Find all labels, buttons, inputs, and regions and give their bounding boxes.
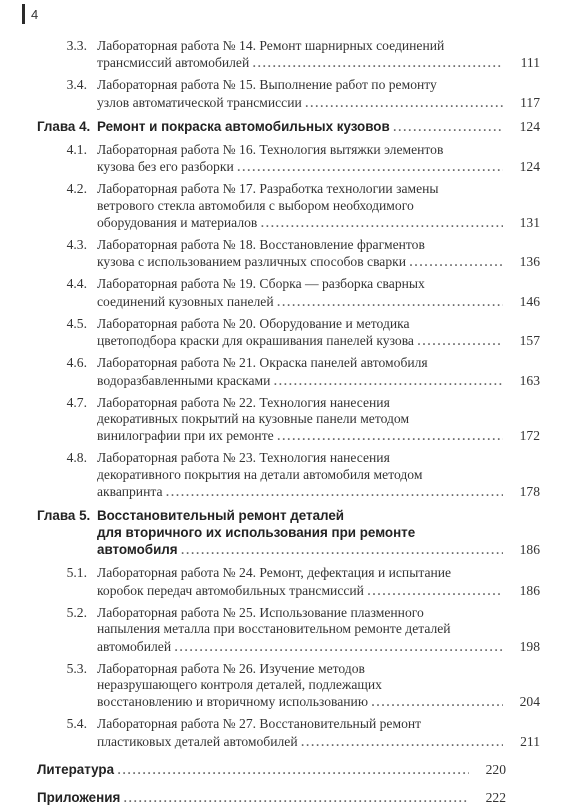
- section-number: 4.5.: [66, 315, 87, 331]
- page-number-ref[interactable]: 186: [519, 582, 540, 598]
- title-line: автомобиля: [97, 542, 178, 558]
- page-number-ref[interactable]: 136: [519, 254, 540, 270]
- toc-entry-section[interactable]: [0, 237, 579, 271]
- section-number: 4.3.: [66, 237, 87, 253]
- dot-leader: [305, 94, 503, 112]
- title-line: Лабораторная работа № 23. Технология нанесения: [97, 450, 390, 466]
- section-number: 4.7.: [66, 394, 87, 410]
- section-number: 4.8.: [66, 450, 87, 466]
- title-line: трансмиссий автомобилей: [97, 55, 250, 71]
- title-line: Лабораторная работа № 20. Оборудование и методика: [97, 315, 410, 331]
- title-line: Лабораторная работа № 14. Ремонт шарнирных соединений: [97, 38, 445, 53]
- page-header: [22, 3, 38, 25]
- title-line: автомобилей: [97, 638, 172, 654]
- dot-leader: [117, 761, 469, 779]
- title-line: восстановлению и вторичному использованию: [97, 694, 368, 710]
- title-last-line: [97, 638, 540, 656]
- page-number-ref[interactable]: 220: [485, 761, 506, 777]
- title-last-line: [0, 789, 506, 807]
- page-number-ref[interactable]: 172: [519, 428, 540, 444]
- page-number-ref[interactable]: 222: [485, 789, 506, 805]
- dot-leader: [123, 789, 469, 807]
- title-line: Лабораторная работа № 26. Изучение методов: [97, 660, 365, 676]
- title-line: Лабораторная работа № 19. Сборка — разборка сварных: [97, 276, 425, 292]
- section-number: 4.1.: [66, 141, 87, 157]
- title-line: Приложения: [37, 789, 121, 805]
- dot-leader: [277, 293, 503, 311]
- section-number: 5.3.: [66, 660, 87, 676]
- page-number-ref[interactable]: 198: [519, 638, 540, 654]
- entry-title: [97, 142, 540, 176]
- toc-entry-section[interactable]: [0, 716, 579, 750]
- dot-leader: [273, 372, 503, 390]
- title-line: Лабораторная работа № 18. Восстановление фрагментов: [97, 237, 425, 253]
- section-number: 3.4.: [66, 77, 87, 93]
- title-line: водоразбавленными красками: [97, 372, 271, 388]
- entry-title: [97, 661, 540, 712]
- dot-leader: [409, 253, 503, 271]
- dot-leader: [277, 427, 503, 445]
- toc-entry-section[interactable]: [0, 605, 579, 656]
- page-number-ref[interactable]: 163: [519, 372, 540, 388]
- page-number-ref[interactable]: 204: [519, 694, 540, 710]
- toc-entry-section[interactable]: [0, 450, 579, 501]
- dot-leader: [417, 332, 503, 350]
- title-line: Лабораторная работа № 25. Использование плазменного: [97, 604, 424, 620]
- title-last-line: [97, 118, 540, 136]
- section-number: 5.4.: [66, 716, 87, 732]
- title-line: декоративных покрытий на кузовные панели методом: [97, 411, 410, 427]
- title-last-line: [97, 293, 540, 311]
- title-line: Лабораторная работа № 17. Разработка технологии замены: [97, 181, 439, 197]
- dot-leader: [260, 214, 503, 232]
- title-line: винилографии при их ремонте: [97, 428, 274, 444]
- title-last-line: [97, 253, 540, 271]
- title-line: ветрового стекла автомобиля с выбором необходимого: [97, 197, 414, 213]
- title-line: кузова с использованием различных способов сварки: [97, 254, 407, 270]
- title-line: Лабораторная работа № 27. Восстановительный ремонт: [97, 716, 422, 732]
- section-number: 4.4.: [66, 276, 87, 292]
- dot-leader: [367, 582, 503, 600]
- title-last-line: [97, 693, 540, 711]
- title-line: пластиковых деталей автомобилей: [97, 733, 298, 749]
- title-line: декоративного покрытия на детали автомобиля методом: [97, 466, 423, 482]
- dot-leader: [174, 638, 503, 656]
- dot-leader: [393, 118, 503, 136]
- entry-title: [97, 237, 540, 271]
- page-number-ref[interactable]: 111: [520, 55, 540, 71]
- toc-entry-section[interactable]: [0, 142, 579, 176]
- title-last-line: [97, 483, 540, 501]
- entry-title: [97, 181, 540, 232]
- title-last-line: [97, 541, 540, 559]
- dot-leader: [237, 158, 503, 176]
- dot-leader: [252, 54, 503, 72]
- page-number-ref[interactable]: 178: [519, 484, 540, 500]
- title-line: кузова без его разборки: [97, 159, 234, 175]
- dot-leader: [301, 733, 503, 751]
- entry-title: [97, 276, 540, 310]
- title-line: Лабораторная работа № 24. Ремонт, дефектация и испытание: [97, 565, 452, 581]
- dot-leader: [371, 693, 503, 711]
- entry-title: [0, 761, 579, 779]
- entry-title: [97, 565, 540, 599]
- page-number-ref[interactable]: 124: [519, 159, 540, 175]
- title-line: цветоподбора краски для окрашивания панелей кузова: [97, 333, 414, 349]
- title-line: Лабораторная работа № 21. Окраска панелей автомобиля: [97, 355, 428, 371]
- title-line: Лабораторная работа № 22. Технология нанесения: [97, 394, 390, 410]
- toc-entry-single[interactable]: [0, 789, 579, 807]
- title-line: оборудования и материалов: [97, 215, 258, 231]
- title-line: Лабораторная работа № 16. Технология вытяжки элементов: [97, 141, 444, 157]
- title-line: неразрушающего контроля деталей, подлежащих: [97, 676, 382, 692]
- title-last-line: [97, 54, 540, 72]
- toc-entry-section[interactable]: [0, 38, 579, 72]
- page-number-ref[interactable]: 211: [520, 733, 540, 749]
- toc-entry-section[interactable]: [0, 355, 579, 389]
- title-last-line: [97, 733, 540, 751]
- page-number: 4: [31, 6, 39, 22]
- chapter-label: Глава 5.: [37, 508, 91, 524]
- entry-title: [97, 316, 540, 350]
- entry-title: [97, 395, 540, 446]
- entry-title: [97, 507, 540, 559]
- page-number-ref[interactable]: 186: [519, 542, 540, 558]
- entry-title: [97, 118, 540, 136]
- entry-title: [97, 605, 540, 656]
- toc-entry-section[interactable]: [0, 316, 579, 350]
- entry-title: [0, 789, 579, 807]
- toc-entry-section[interactable]: [0, 395, 579, 446]
- title-line: Литература: [37, 761, 115, 777]
- entry-title: [97, 355, 540, 389]
- page-number-ref[interactable]: 117: [520, 94, 540, 110]
- section-number: 3.3.: [66, 38, 87, 53]
- title-line: соединений кузовных панелей: [97, 293, 274, 309]
- page-number-ref[interactable]: 157: [519, 333, 540, 349]
- dot-leader: [181, 541, 503, 559]
- title-line: коробок передач автомобильных трансмиссий: [97, 582, 364, 598]
- title-line: Ремонт и покраска автомобильных кузовов: [97, 118, 390, 134]
- entry-title: [97, 77, 540, 111]
- dot-leader: [166, 483, 504, 501]
- page-number-ref[interactable]: 131: [519, 215, 540, 231]
- section-number: 4.2.: [66, 181, 87, 197]
- toc-entry-section[interactable]: [0, 77, 579, 111]
- title-line: Восстановительный ремонт деталей: [97, 508, 345, 524]
- entry-title: [97, 450, 540, 501]
- page-number-ref[interactable]: 146: [519, 293, 540, 309]
- toc-entry-section[interactable]: [0, 565, 579, 599]
- title-line: аквапринта: [97, 484, 163, 500]
- title-last-line: [97, 332, 540, 350]
- toc-entry-section[interactable]: [0, 276, 579, 310]
- section-number: 5.2.: [66, 604, 87, 620]
- title-last-line: [97, 214, 540, 232]
- entry-title: [97, 716, 540, 750]
- title-line: узлов автоматической трансмиссии: [97, 94, 302, 110]
- title-line: для вторичного их использования при ремонте: [97, 525, 416, 541]
- toc-entry-single[interactable]: [0, 761, 579, 779]
- entry-title: [97, 38, 540, 72]
- section-number: 5.1.: [66, 565, 87, 581]
- title-line: Лабораторная работа № 15. Выполнение работ по ремонту: [97, 77, 437, 93]
- title-last-line: [97, 372, 540, 390]
- title-last-line: [97, 158, 540, 176]
- chapter-label: Глава 4.: [37, 118, 91, 134]
- title-last-line: [0, 761, 506, 779]
- title-last-line: [97, 94, 540, 112]
- toc-entry-section[interactable]: [0, 661, 579, 712]
- title-last-line: [97, 582, 540, 600]
- toc-entry-chapter[interactable]: [0, 507, 579, 559]
- toc-entry-chapter[interactable]: [0, 118, 579, 136]
- page-number-ref[interactable]: 124: [519, 118, 540, 134]
- toc-entry-section[interactable]: [0, 181, 579, 232]
- page-marker-bar: [22, 4, 25, 24]
- title-line: напыления металла при восстановительном ремонте деталей: [97, 621, 451, 637]
- section-number: 4.6.: [66, 355, 87, 371]
- title-last-line: [97, 427, 540, 445]
- table-of-contents: [0, 38, 579, 807]
